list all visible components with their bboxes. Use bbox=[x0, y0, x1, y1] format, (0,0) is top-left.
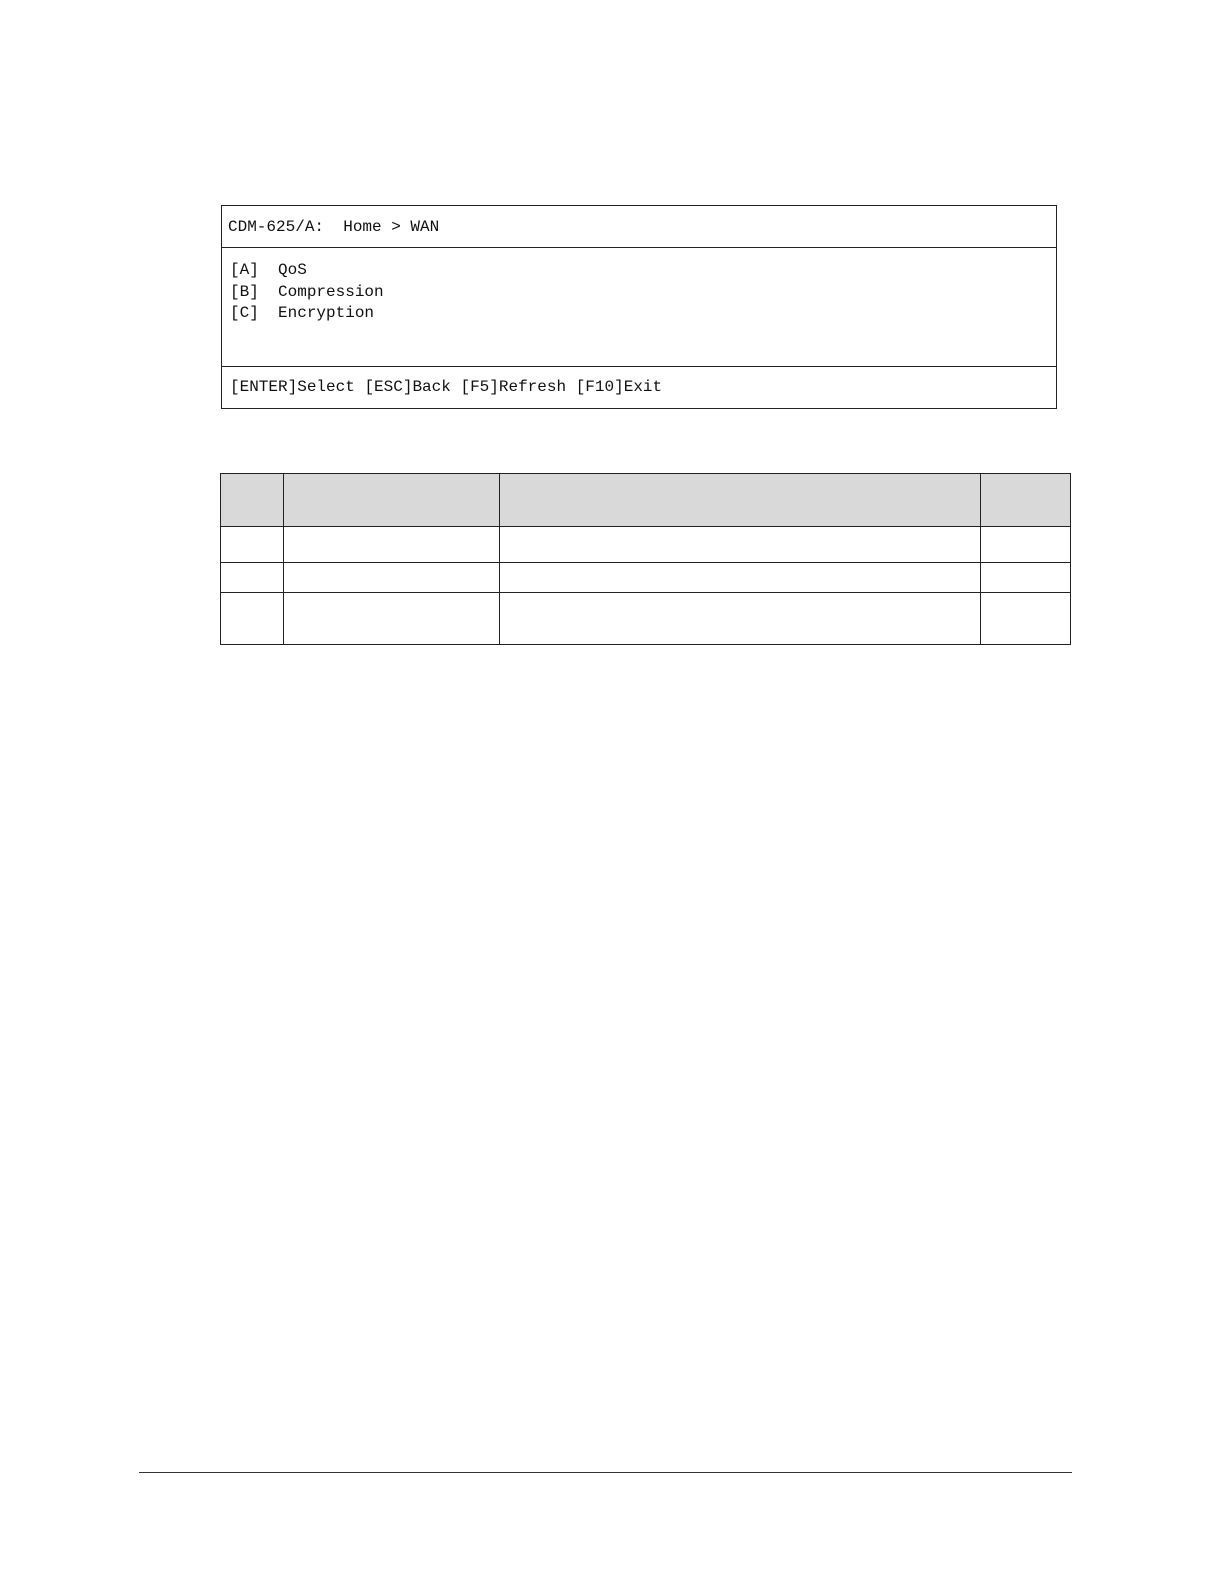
table-cell bbox=[284, 593, 500, 645]
table-header-cell bbox=[221, 474, 284, 527]
table-header-row bbox=[221, 474, 1071, 527]
menu-label: QoS bbox=[278, 261, 307, 279]
terminal-footer bbox=[222, 367, 1056, 407]
info-table bbox=[220, 473, 1071, 645]
table-cell bbox=[981, 563, 1071, 593]
menu-key: [A] bbox=[230, 261, 259, 279]
table-header-cell bbox=[500, 474, 981, 527]
menu-label: Compression bbox=[278, 282, 384, 301]
table-cell bbox=[981, 593, 1071, 645]
table-cell bbox=[500, 593, 981, 645]
table-row bbox=[221, 593, 1071, 645]
enter-select-key[interactable]: [ENTER]Select bbox=[230, 378, 355, 396]
table-cell bbox=[284, 527, 500, 563]
menu-item-encryption[interactable] bbox=[230, 303, 1056, 325]
table-cell bbox=[284, 563, 500, 593]
menu-item-qos[interactable] bbox=[230, 260, 1056, 282]
table-row bbox=[221, 527, 1071, 563]
menu-item-compression[interactable] bbox=[230, 282, 1056, 304]
table-header-cell bbox=[284, 474, 500, 527]
table-header-cell bbox=[981, 474, 1071, 527]
esc-back-key[interactable]: [ESC]Back bbox=[364, 378, 451, 396]
table-cell bbox=[500, 527, 981, 563]
table-cell bbox=[221, 527, 284, 563]
f10-exit-key[interactable]: [F10]Exit bbox=[575, 378, 663, 396]
page-footer-rule bbox=[139, 1472, 1072, 1473]
f5-refresh-key[interactable]: [F5]Refresh bbox=[460, 378, 567, 396]
table-cell bbox=[500, 563, 981, 593]
table-cell bbox=[221, 563, 284, 593]
menu-label: Encryption bbox=[278, 304, 375, 322]
menu-key: [B] bbox=[230, 282, 259, 301]
terminal-title: CDM-625/A: Home > WAN bbox=[222, 206, 1056, 248]
terminal-screen bbox=[221, 205, 1057, 409]
table-row bbox=[221, 563, 1071, 593]
table-cell bbox=[221, 593, 284, 645]
terminal-menu bbox=[222, 248, 1056, 367]
menu-key: [C] bbox=[230, 304, 259, 322]
table-cell bbox=[981, 527, 1071, 563]
